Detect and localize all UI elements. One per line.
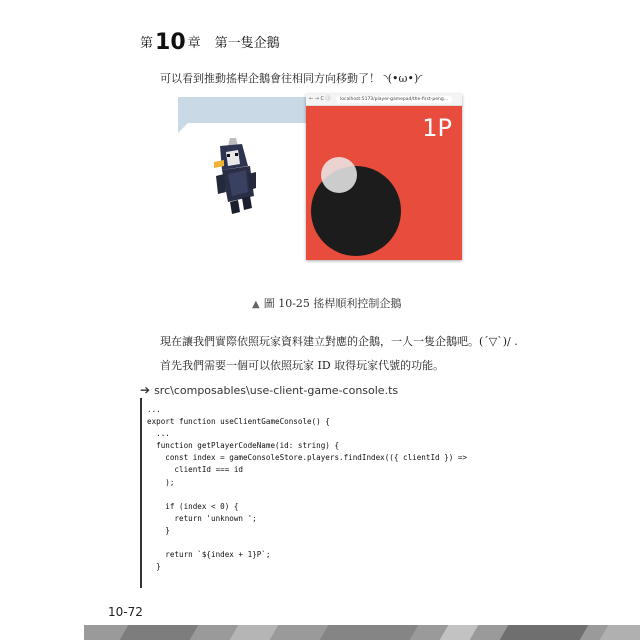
footer-band bbox=[84, 625, 640, 640]
code-file-path bbox=[140, 383, 398, 397]
caption-marker: ▲ bbox=[252, 299, 260, 310]
arrow-right-icon: ➔ bbox=[140, 383, 151, 397]
figure-screenshot bbox=[178, 94, 468, 262]
page-number: 10-72 bbox=[108, 605, 143, 619]
chapter-suffix: 章 bbox=[187, 36, 201, 51]
caption-text: 圖 10-25 搖桿順利控制企鵝 bbox=[263, 297, 402, 310]
paragraph-2: 現在讓我們實際依照玩家資料建立對應的企鵝，一人一隻企鵝吧。(´▽`)/ . bbox=[160, 335, 518, 348]
file-path-text: src\composables\use-client-game-console.ts bbox=[154, 384, 399, 397]
chapter-heading bbox=[140, 28, 280, 53]
chapter-prefix: 第 bbox=[140, 36, 154, 51]
chapter-number: 10 bbox=[155, 30, 186, 55]
browser-nav-icons: ← → C ⓘ bbox=[309, 96, 331, 102]
browser-toolbar bbox=[306, 94, 462, 106]
player-label: 1P bbox=[422, 114, 452, 142]
speech-bubble-tail bbox=[178, 123, 188, 133]
paragraph-3: 首先我們需要一個可以依照玩家 ID 取得玩家代號的功能。 bbox=[160, 359, 445, 372]
browser-url: localhost:5173/player-gamepad/the-first-peng... bbox=[336, 96, 452, 103]
figure-caption bbox=[252, 295, 401, 311]
joystick-knob bbox=[321, 157, 357, 193]
code-block bbox=[140, 398, 502, 588]
penguin-illustration bbox=[208, 136, 258, 216]
browser-window bbox=[306, 94, 462, 260]
code-text: ... export function useClientGameConsole() { ... function getPlayerCodeName(id: string) { const index = gameConsoleStore.players.findIndex(({ clientId }) => clientId === id ); if (index < 0) { return 'unknown '; } return `${index + 1}P`; } bbox=[147, 405, 468, 572]
chapter-title: 第一隻企鵝 bbox=[214, 36, 280, 51]
speech-bubble bbox=[178, 97, 306, 123]
intro-paragraph: 可以看到推動搖桿企鵝會往相同方向移動了！ ◝(•ω•)◜ bbox=[160, 72, 423, 85]
